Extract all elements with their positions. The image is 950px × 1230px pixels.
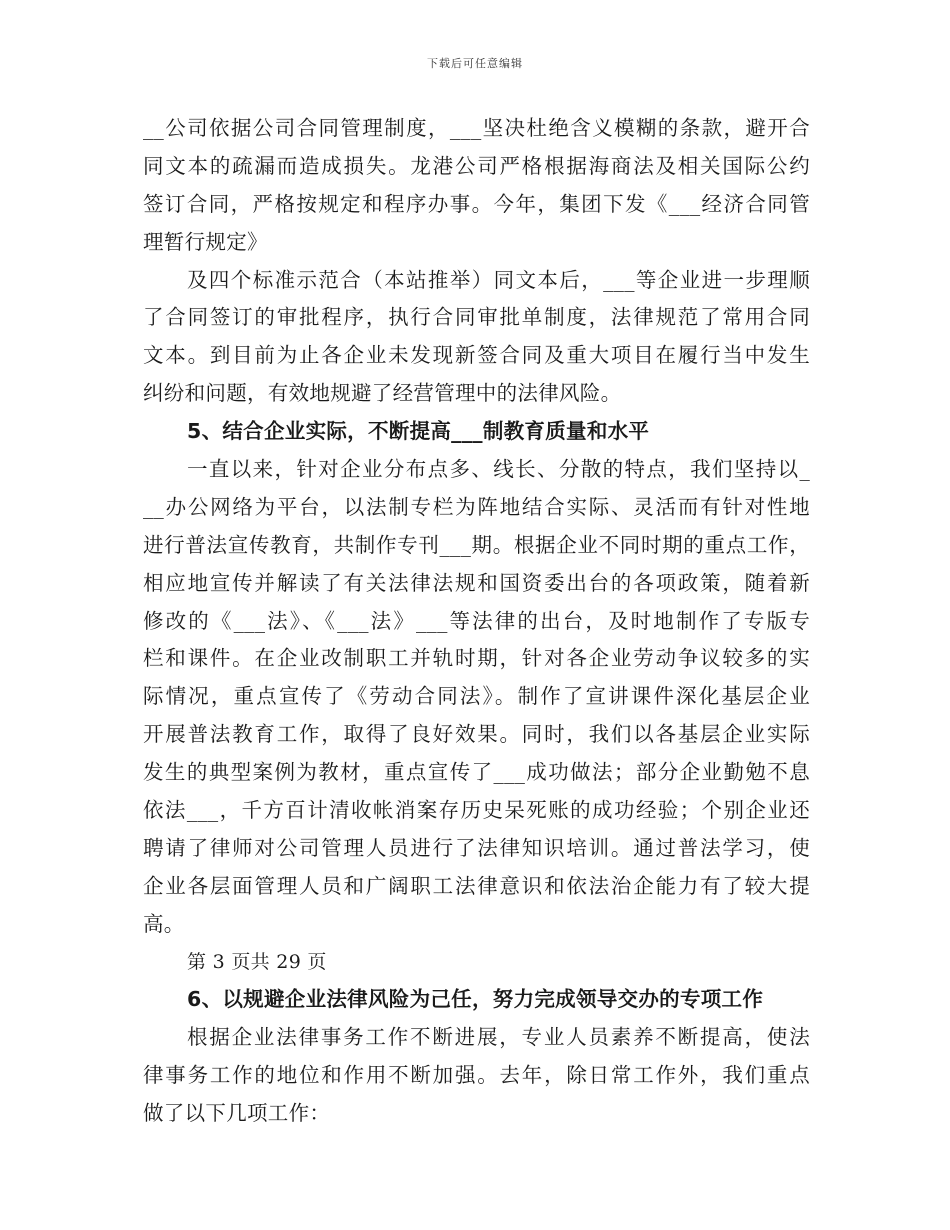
text-line: 企业各层面管理人员和广阔职工法律意识和依法治企能力有了较大提 [143, 873, 810, 898]
text-line: 签订合同，严格按规定和程序办事。今年，集团下发《___经济合同管 [143, 191, 810, 216]
text-line: 及四个标准示范合（本站推举）同文本后，___等企业进一步理顺 [187, 267, 810, 292]
text-line: 一直以来，针对企业分布点多、线长、分散的特点，我们坚持以_ [187, 457, 810, 482]
text-line: 第 3 页共 29 页 [187, 950, 327, 973]
section-heading [143, 413, 810, 451]
text-line: 开展普法教育工作，取得了良好效果。同时，我们以各基层企业实际 [143, 722, 810, 747]
text-line: 栏和课件。在企业改制职工并轨时期，针对各企业劳动争议较多的实 [143, 646, 810, 671]
text-line: 际情况，重点宣传了《劳动合同法》。制作了宣讲课件深化基层企业 [143, 684, 810, 709]
text-line: 修改的《___法》、《___法》___等法律的出台，及时地制作了专版专 [143, 608, 810, 633]
paragraph [143, 262, 810, 414]
text-line: __办公网络为平台，以法制专栏为阵地结合实际、灵活而有针对性地 [143, 494, 810, 519]
text-line: 文本。到目前为止各企业未发现新签合同及重大项目在履行当中发生 [143, 343, 810, 368]
text-line: 进行普法宣传教育，共制作专刊___期。根据企业不同时期的重点工作， [143, 532, 810, 557]
text-line: 发生的典型案例为教材，重点宣传了___成功做法；部分企业勤勉不息 [143, 760, 810, 785]
section-heading [143, 981, 810, 1019]
text-line: 聘请了律师对公司管理人员进行了法律知识培训。通过普法学习，使 [143, 835, 810, 860]
text-line: 5、结合企业实际，不断提高___制教育质量和水平 [187, 419, 650, 444]
document-body [143, 110, 810, 1133]
text-line: 做了以下几项工作： [143, 1101, 331, 1126]
page-number [143, 944, 810, 982]
page-header: 下载后可任意编辑 [427, 57, 523, 70]
text-line: 高。 [143, 911, 185, 936]
text-line: 根据企业法律事务工作不断进展，专业人员素养不断提高，使法 [187, 1025, 810, 1050]
paragraph [143, 1019, 810, 1133]
text-line: 同文本的疏漏而造成损失。龙港公司严格根据海商法及相关国际公约 [143, 153, 810, 178]
text-line: 理暂行规定》 [143, 229, 268, 254]
paragraph [143, 110, 810, 262]
text-line: 6、以规避企业法律风险为己任，努力完成领导交办的专项工作 [187, 987, 764, 1012]
text-line: __公司依据公司合同管理制度，___坚决杜绝含义模糊的条款，避开合 [143, 116, 810, 140]
paragraph [143, 451, 810, 944]
text-line: 了合同签订的审批程序，执行合同审批单制度，法律规范了常用合同 [143, 305, 810, 330]
text-line: 依法___，千方百计清收帐消案存历史呆死账的成功经验；个别企业还 [143, 798, 810, 823]
text-line: 相应地宣传并解读了有关法律法规和国资委出台的各项政策，随着新 [143, 570, 810, 595]
text-line: 律事务工作的地位和作用不断加强。去年，除日常工作外，我们重点 [143, 1063, 810, 1088]
text-line: 纠纷和问题，有效地规避了经营管理中的法律风险。 [143, 381, 622, 406]
